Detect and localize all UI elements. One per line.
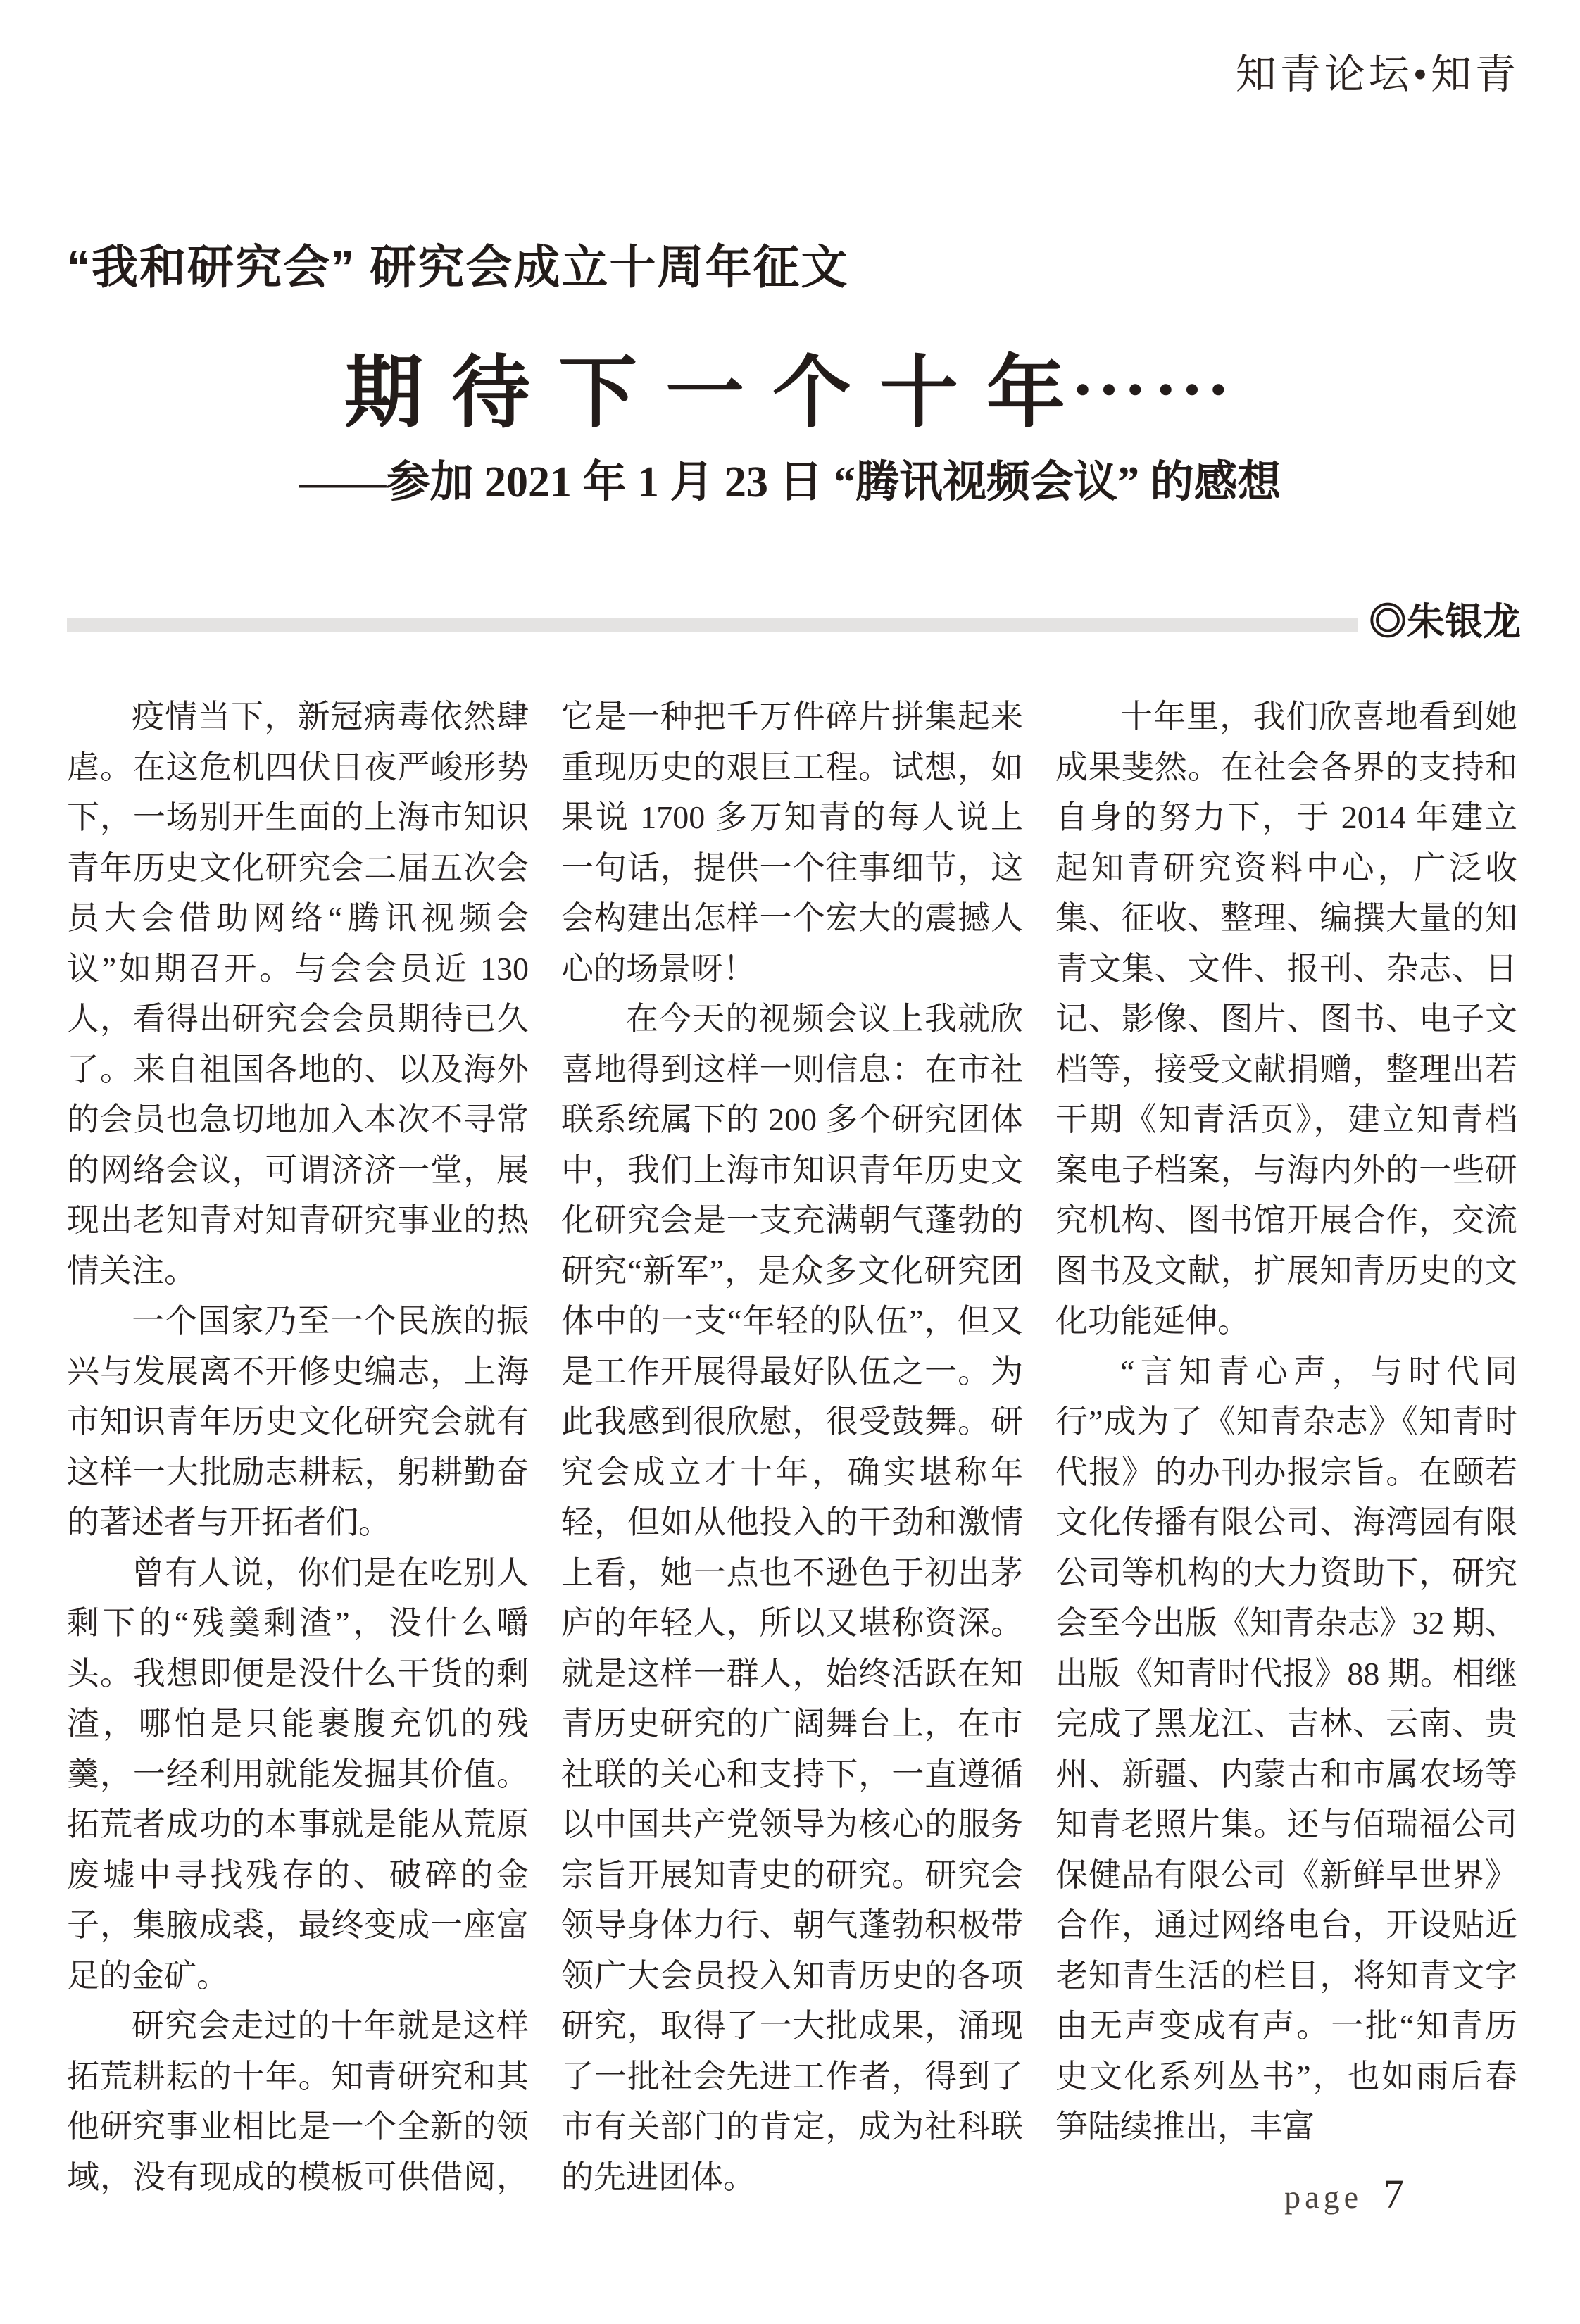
paragraph: 疫情当下，新冠病毒依然肆虐。在这危机四伏日夜严峻形势下，一场别开生面的上海市知识青年历史文化研究会二届五次会员大会借助网络“腾讯视频会议”如期召开。与会会员近 130 人，看得出研究会会员期待已久了。来自祖国各地的、以及海外的会员也急切地加入本次不寻常的网络会议，可谓济济一堂，展现出老知青对知青研究事业的热情关注。: [67, 699, 529, 1289]
article-title: 期 待 下 一 个 十 年⋯⋯: [344, 350, 1236, 437]
article-subtitle: ——参加 2021 年 1 月 23 日 “腾讯视频会议” 的感想: [299, 458, 1281, 506]
author-name: ◎朱银龙: [1369, 601, 1521, 643]
section-header: 知青论坛•知青: [1235, 51, 1519, 97]
page-label: page: [1284, 2179, 1362, 2215]
byline-row: [67, 592, 1521, 646]
page-footer: [1284, 2170, 1404, 2218]
paragraph: 在今天的视频会议上我就欣喜地得到这样一则信息：在市社联系统属下的 200 多个研究团体中，我们上海市知识青年历史文化研究会是一支充满朝气蓬勃的研究“新军”，是众多文化研究团体中的一支“年轻的队伍”，但又是工作开展得最好队伍之一。为此我感到很欣慰，很受鼓舞。研究会成立才十年，确实堪称年轻，但如从他投入的干劲和激情上看，她一点也不逊色于初出茅庐的年轻人，所以又堪称资深。就是这样一群人，始终活跃在知青历史研究的广阔舞台上，在市社联的关心和支持下，一直遵循以中国共产党领导为核心的服务宗旨开展知青史的研究。研究会领导身体力行、朝气蓬勃积极带领广大会员投入知青历史的各项研究，取得了一大批成果，涌现了一批社会先进工作者，得到了市有关部门的肯定，成为社科联的先进团体。: [561, 1001, 1023, 2195]
paragraph: 一个国家乃至一个民族的振兴与发展离不开修史编志，上海市知识青年历史文化研究会就有这样一大批励志耕耘，躬耕勤奋的著述者与开拓者们。: [67, 1303, 529, 1540]
paragraph: 十年里，我们欣喜地看到她成果斐然。在社会各界的支持和自身的努力下，于 2014 年建立起知青研究资料中心，广泛收集、征收、整理、编撰大量的知青文集、文件、报刊、杂志、日记、影像、图片、图书、电子文档等，接受文献捐赠，整理出若干期《知青活页》，建立知青档案电子档案，与海内外的一些研究机构、图书馆开展合作，交流图书及文献，扩展知青历史的文化功能延伸。: [1055, 699, 1517, 1339]
paragraph: “言知青心声，与时代同行”成为了《知青杂志》《知青时代报》的办刊办报宗旨。在颐若文化传播有限公司、海湾园有限公司等机构的大力资助下，研究会至今出版《知青杂志》32 期、出版《知青时代报》88 期。相继完成了黑龙江、吉林、云南、贵州、新疆、内蒙古和市属农场等知青老照片集。还与佰瑞福公司保健品有限公司《新鲜早世界》合作，通过网络电台，开设贴近老知青生活的栏目，将知青文字由无声变成有声。一批“知青历史文化系列丛书”，也如雨后春笋陆续推出，丰富: [1055, 1353, 1517, 2144]
page-number: 7: [1384, 2171, 1404, 2217]
divider-bar: [67, 618, 1358, 632]
article-body: [67, 692, 1517, 2216]
article-kicker: “我和研究会” 研究会成立十周年征文: [67, 241, 849, 293]
paragraph: 曾有人说，你们是在吃别人剩下的“残羹剩渣”，没什么嚼头。我想即便是没什么干货的剩渣，哪怕是只能裹腹充饥的残羹，一经利用就能发掘其价值。拓荒者成功的本事就是能从荒原废墟中寻找残存的、破碎的金子，集腋成裘，最终变成一座富足的金矿。: [67, 1554, 529, 1994]
paragraph: 研究会走过的十年就是这样拓荒耕耘的十年。知青研究和其他研究事业相比是一个全新的领域，没有现成的模板可供借阅，它是一种把千万件碎片拼集起来重现历史的艰巨工程。试想，如果说 1700 多万知青的每人说上一句话，提供一个往事细节，这会构建出怎样一个宏大的震撼人心的场景呀！: [67, 699, 1023, 2195]
